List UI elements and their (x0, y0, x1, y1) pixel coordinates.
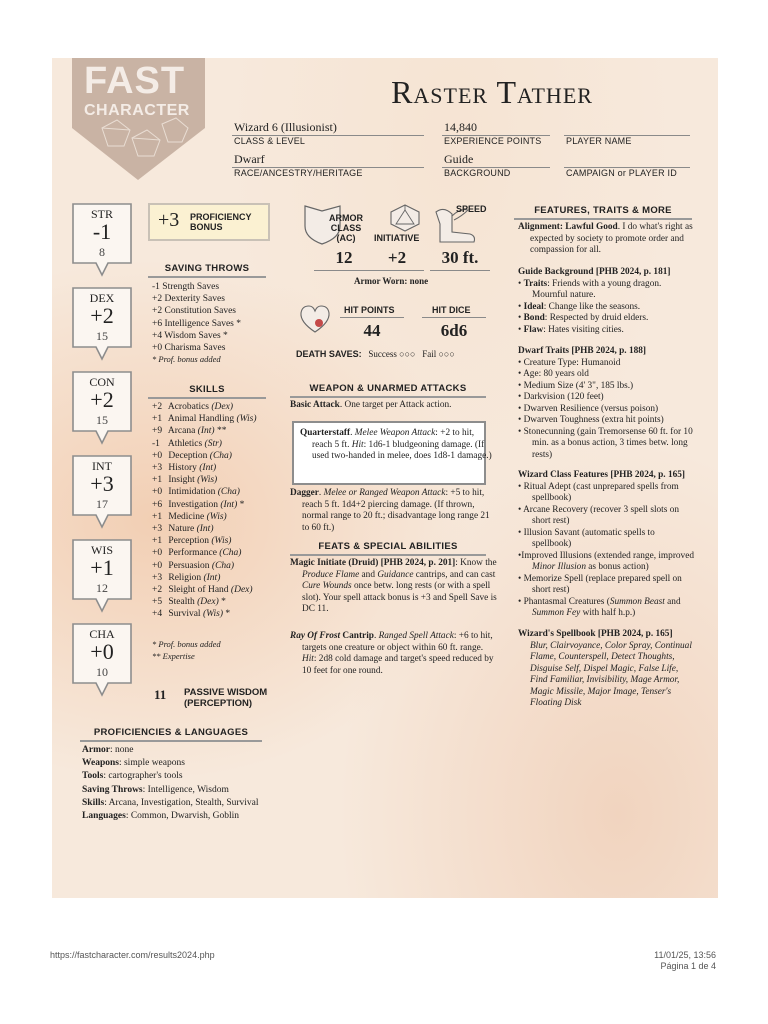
dwarf-trait-text: Dwarven Resilience (versus poison) (523, 403, 659, 414)
skill-ability: (Cha) (209, 450, 232, 461)
dwarf-trait-text: Creature Type: Humanoid (523, 357, 621, 368)
guide-item: • Bond: Respected by druid elders. (518, 313, 649, 323)
passive-wisdom-value: 11 (154, 687, 167, 702)
saving-throws-heading: SAVING THROWS (164, 263, 250, 274)
skill-name: Arcana (167, 426, 196, 437)
dwarf-trait-text: Age: 80 years old (523, 369, 589, 379)
dwarf-trait-item: • Stonecunning (gain Tremorsense 60 ft. for 10 min. as a bonus action, 3 times betw. long rests) (518, 426, 693, 460)
skill-ability: (Int) (196, 524, 214, 535)
proficiency-value: : none (109, 745, 134, 755)
guide-item-value: : Change like the seasons. (543, 301, 641, 312)
proficiency-bonus-box (148, 203, 270, 241)
alignment (518, 222, 706, 257)
magic-initiate-spell-3: Cure Wounds (302, 581, 352, 591)
skill-ability: (Cha) (217, 487, 240, 498)
weapons-heading: WEAPON & UNARMED ATTACKS (309, 383, 467, 394)
skill-name: Performance (168, 548, 217, 559)
character-name: Raster Tather (391, 74, 593, 110)
death-saves-fail-circles[interactable]: ○○○ (438, 349, 455, 359)
improved-illusions: •Improved Illusions (extended range, improved Minor Illusion as bonus action) (518, 550, 694, 572)
skill-modifier: +3 (152, 463, 163, 474)
proficiency-row (82, 757, 259, 770)
hit-points-value: 44 (363, 321, 381, 340)
dagger-title: Dagger (290, 488, 319, 498)
skills-note-prof: * Prof. bonus added (152, 639, 221, 649)
saving-throw-item: +0 Charisma Saves (152, 343, 226, 354)
proficiency-bonus-label-2: BONUS (190, 222, 223, 232)
ability-box-str (72, 203, 132, 265)
skill-ability: (Str) (204, 438, 222, 449)
guide-item-key: Flaw (523, 324, 544, 335)
basic-attack-title: Basic Attack (290, 400, 340, 410)
skill-modifier: +5 (152, 597, 163, 608)
skill-item (152, 560, 257, 572)
phantasmal-text-2: and (664, 596, 681, 607)
class-level-value: Wizard 6 (Illusionist) (234, 120, 337, 134)
magic-initiate-text-2: and (359, 569, 378, 580)
phantasmal-text-3: with half h.p.) (580, 608, 636, 618)
memorize-spell: • Memorize Spell (replace prepared spell on short rest) (518, 573, 682, 595)
skills-heading: SKILLS (189, 384, 225, 395)
proficiency-key: Tools (82, 771, 104, 782)
skill-name: Religion (168, 572, 202, 583)
skill-item (152, 523, 257, 535)
magic-initiate-feat (290, 558, 498, 616)
saving-throw-item: +6 Intelligence Saves * (152, 318, 241, 329)
skill-modifier: +3 (152, 572, 163, 583)
hit-dice-label: HIT DICE (432, 305, 471, 315)
skill-modifier: +9 (152, 426, 163, 437)
skill-mark: * (223, 609, 231, 620)
ray-of-frost-cantrip: Ray Of Frost Cantrip. Ranged Spell Attack: +6 to hit, targets one creature or object within 60 ft. range. Hit: 2d8 cold damage and target's speed reduced by 10 feet for one round. (290, 631, 494, 676)
skill-name: Perception (168, 536, 210, 547)
background-value: Guide (444, 152, 474, 166)
proficiency-value: : Intelligence, Wisdom (142, 784, 229, 795)
saving-throw-item: -1 Strength Saves (152, 282, 220, 292)
hit-points-label: HIT POINTS (344, 305, 395, 315)
ability-score: 8 (99, 245, 105, 259)
ability-label: WIS (91, 543, 113, 557)
basic-attack-text: . One target per Attack action. (339, 400, 452, 410)
armor-class-value: 12 (335, 248, 353, 267)
guide-item-value: : Hates visiting cities. (543, 324, 624, 335)
logo-text-character: CHARACTER (84, 102, 190, 119)
armor-worn-text: Armor Worn: none (354, 276, 429, 286)
skill-ability: (Dex) (211, 402, 234, 412)
dagger-attack: Dagger. Melee or Ranged Weapon Attack: +5 to hit, reach 5 ft. 1d4+2 piercing damage. (If thrown, normal range to 20 ft.; disadvantage long range 21 to 60 ft.) (290, 488, 490, 533)
speed-value: 30 ft. (441, 248, 479, 267)
proficiencies-heading: PROFICIENCIES & LANGUAGES (93, 727, 249, 738)
proficiency-row (82, 744, 259, 757)
guide-item-key: Traits (523, 278, 548, 289)
saving-throw-item: +4 Wisdom Saves * (152, 330, 228, 341)
skill-mark: ** (214, 426, 227, 437)
saving-throw-item: +2 Dexterity Saves (152, 294, 225, 305)
skill-ability: (Wis) (211, 536, 232, 547)
ability-score: 10 (96, 665, 108, 679)
magic-initiate-title: Magic Initiate (Druid) [PHB 2024, p. 201] (290, 558, 456, 568)
magic-initiate-text-1: : Know the (455, 558, 497, 568)
skill-name: Sleight of Hand (168, 585, 229, 596)
dwarf-traits-list (518, 358, 694, 462)
skill-name: Deception (168, 450, 208, 461)
passive-wisdom-label: PASSIVE WISDOM (184, 687, 268, 698)
ability-label: DEX (89, 291, 115, 305)
skill-modifier: +3 (152, 524, 163, 535)
skill-modifier: +6 (152, 499, 163, 510)
saving-throws-list (152, 281, 241, 354)
skill-name: Medicine (168, 511, 205, 522)
wizard-features (518, 470, 694, 620)
quarterstaff-hit-label: Hit (351, 439, 364, 450)
race-value: Dwarf (234, 152, 265, 166)
skill-name: Survival (168, 609, 201, 620)
guide-item: • Traits: Friends with a young dragon. Mournful nature. (518, 278, 662, 300)
skill-name: Stealth (168, 597, 195, 608)
ray-of-frost-text-2: : 2d8 cold damage and target's speed reduced by 10 feet for one round. (302, 654, 494, 676)
magic-initiate-text-3: cantrips, and can cast (413, 569, 496, 580)
logo (72, 58, 205, 180)
proficiency-value: : cartographer's tools (103, 771, 183, 782)
dwarf-trait-text: Stonecunning (gain Tremorsense 60 ft. for 10 min. as a bonus action, 3 times betw. long rests) (523, 426, 693, 460)
improved-illusions-text-2: as bonus action) (585, 562, 649, 572)
skill-name: History (168, 463, 197, 474)
ray-of-frost-text-1: : +6 to hit, targets one creature or object within 60 ft. range. (302, 631, 493, 653)
death-saves-fail-label: Fail (422, 349, 437, 359)
spellbook-spells: Blur, Clairvoyance, Color Spray, Continual Flame, Counterspell, Detect Thoughts, Disguise Self, Dispel Magic, False Life, Find Familiar, Invisibility, Mage Armor, Magic Missile, Major Image, Tenser's Floating Disk (530, 640, 692, 708)
skill-modifier: -1 (152, 438, 160, 449)
proficiency-row (82, 810, 259, 823)
guide-item: • Ideal: Change like the seasons. (518, 301, 641, 312)
armor-class-label-1: ARMOR (329, 213, 363, 223)
race-label: RACE/ANCESTRY/HERITAGE (234, 168, 363, 178)
skill-ability: (Wis) (202, 609, 224, 620)
ability-modifier: +2 (90, 387, 114, 412)
phantasmal-creatures: • Phantasmal Creatures (Summon Beast and Summon Fey with half h.p.) (518, 596, 681, 618)
proficiencies-list (82, 744, 259, 823)
hit-dice-value: 6d6 (440, 321, 468, 340)
ability-modifier: +1 (90, 555, 114, 580)
proficiency-bonus-label: PROFICIENCY (190, 212, 252, 222)
saving-throw-item: +2 Constitution Saves (152, 306, 237, 317)
skill-name: Intimidation (168, 487, 216, 498)
wizard-feature-item: • Arcane Recovery (recover 3 spell slots on short rest) (518, 504, 680, 526)
skill-name: Nature (168, 524, 195, 535)
dwarf-trait-text: Dwarven Toughness (extra hit points) (523, 415, 664, 425)
skill-modifier: +0 (152, 450, 163, 461)
background-label: BACKGROUND (444, 168, 511, 178)
dagger-details: : +5 to hit, reach 5 ft. 1d4+2 piercing damage. (If thrown, normal range to 20 ft.; disadvantage long range 21 to 60 ft.) (302, 488, 490, 533)
heart-icon (298, 304, 332, 334)
ability-box-int (72, 455, 132, 517)
proficiency-row (82, 797, 259, 810)
phantasmal-spell-2: Summon Fey (532, 608, 581, 618)
wizard-feature-text: Illusion Savant (automatic spells to spellbook) (523, 527, 655, 549)
dwarf-trait-text: Medium Size (4' 3", 185 lbs.) (523, 380, 634, 391)
ray-of-frost-cantrip-label: Cantrip (340, 631, 374, 641)
footer-datetime: 11/01/25, 13:56 (654, 950, 716, 960)
basic-attack (290, 400, 486, 412)
skill-item (152, 486, 257, 498)
alignment-text: . I do what's right as expected by society to promote order and compassion for all. (530, 222, 693, 255)
skill-ability: (Wis) (197, 475, 218, 486)
ability-label: STR (90, 207, 113, 221)
xp-value: 14,840 (444, 120, 477, 134)
ability-score: 12 (96, 581, 108, 595)
skill-modifier: +0 (152, 487, 163, 498)
skill-modifier: +1 (152, 536, 163, 547)
d20-dice-icon (388, 204, 422, 232)
ray-of-frost-hit-label: Hit (302, 654, 314, 664)
death-saves-label: DEATH SAVES: (296, 349, 362, 359)
skill-item (152, 547, 257, 559)
skill-mark: * (237, 499, 245, 510)
skill-modifier: +0 (152, 548, 163, 559)
skill-modifier: +2 (152, 402, 163, 412)
skill-item (152, 511, 257, 523)
skill-modifier: +4 (152, 609, 163, 620)
skill-name: Acrobatics (167, 402, 210, 412)
saving-throws-note: * Prof. bonus added (152, 354, 221, 364)
phantasmal-text-1: Phantasmal Creatures ( (523, 596, 610, 607)
skill-ability: (Int) (199, 463, 217, 474)
wizard-feature-item: • Illusion Savant (automatic spells to spellbook) (518, 527, 655, 549)
proficiency-value: : Common, Dwarvish, Goblin (125, 811, 240, 822)
skill-ability: (Int) (203, 572, 221, 583)
death-saves (296, 349, 455, 359)
ability-box-dex (72, 287, 132, 349)
skill-ability: (Wis) (236, 414, 257, 425)
ability-score: 15 (96, 413, 108, 427)
guide-background (518, 267, 694, 336)
wizard-feature-text: Ritual Adept (cast unprepared spells from spellbook) (523, 481, 679, 503)
ability-box-cha (72, 623, 132, 685)
skill-item (152, 608, 257, 620)
ability-score: 15 (96, 329, 108, 343)
phantasmal-spell-1: Summon Beast (609, 596, 665, 607)
guide-item: • Flaw: Hates visiting cities. (518, 324, 624, 335)
guide-background-list (518, 279, 694, 337)
skill-item (152, 535, 257, 547)
skill-ability: (Cha) (219, 548, 242, 559)
quarterstaff-attack: Quarterstaff. Melee Weapon Attack: +2 to hit, reach 5 ft. Hit: 1d6-1 bludgeoning damage. (If used two-handed in melee, does 1d8-1 damage.) (300, 428, 492, 461)
quarterstaff-to-hit: : +2 to hit, reach 5 ft. (312, 428, 475, 450)
dwarf-trait-item: • Creature Type: Humanoid (518, 357, 621, 368)
armor-class-label-2: CLASS (330, 223, 362, 233)
speed-label: SPEED (456, 204, 487, 214)
wizard-feature-item: • Ritual Adept (cast unprepared spells from spellbook) (518, 481, 679, 503)
quarterstaff-title: Quarterstaff (300, 428, 351, 438)
skill-name: Persuasion (168, 560, 210, 571)
wizard-spellbook (518, 629, 694, 710)
quarterstaff-type: Melee Weapon Attack (354, 428, 436, 438)
ability-modifier: +0 (90, 639, 114, 664)
death-saves-success-label: Success (368, 349, 397, 359)
proficiency-key: Languages (82, 811, 126, 822)
guide-item-key: Bond (523, 313, 545, 323)
memorize-spell-text: Memorize Spell (replace prepared spell on short rest) (523, 573, 682, 595)
quarterstaff-box (292, 421, 492, 485)
initiative-label: INITIATIVE (374, 233, 420, 243)
ability-label: INT (92, 459, 112, 473)
proficiency-key: Skills (82, 797, 105, 808)
skill-item (152, 596, 257, 608)
magic-initiate-spell-2: Guidance (377, 569, 414, 580)
skill-item (152, 425, 257, 437)
skill-name: Insight (168, 475, 195, 486)
skill-modifier: +2 (152, 585, 163, 596)
proficiency-key: Weapons (82, 758, 119, 769)
proficiency-value: : Arcana, Investigation, Stealth, Survival (104, 797, 259, 808)
guide-item-value: : Friends with a young dragon. Mournful nature. (532, 278, 662, 300)
skills-note-expertise: ** Expertise (152, 651, 195, 661)
dwarf-traits (518, 346, 694, 461)
initiative-value: +2 (387, 248, 407, 267)
skill-item (152, 474, 257, 486)
skill-item (152, 572, 257, 584)
footer-url[interactable]: https://fastcharacter.com/results2024.php (50, 950, 215, 960)
skill-name: Animal Handling (167, 414, 235, 425)
wizard-feature-text: Arcane Recovery (recover 3 spell slots on short rest) (523, 504, 680, 526)
skill-modifier: +1 (152, 511, 163, 522)
quarterstaff-damage: : 1d6-1 bludgeoning damage. (If used two-handed in melee, does 1d8-1 damage.) (312, 439, 492, 461)
skill-ability: (Int) (220, 499, 238, 510)
wizard-features-list (518, 482, 694, 551)
skill-ability: (Cha) (211, 560, 235, 571)
skill-name: Athletics (167, 438, 203, 449)
ability-box-wis (72, 539, 132, 601)
dwarf-trait-text: Darkvision (120 feet) (523, 392, 604, 402)
ability-modifier: +2 (90, 303, 114, 328)
skill-ability: (Dex) (230, 585, 253, 596)
xp-label: EXPERIENCE POINTS (444, 136, 542, 146)
guide-background-title: Guide Background [PHB 2024, p. 181] (518, 267, 671, 277)
skill-item (152, 438, 257, 450)
proficiency-key: Armor (82, 745, 110, 755)
proficiency-key: Saving Throws (82, 784, 143, 795)
dwarf-trait-item: • Medium Size (4' 3", 185 lbs.) (518, 380, 634, 391)
character-sheet (52, 58, 718, 898)
guide-item-value: : Respected by druid elders. (544, 313, 649, 323)
skill-item (152, 401, 257, 413)
proficiency-row (82, 770, 259, 783)
dwarf-trait-item: • Dwarven Toughness (extra hit points) (518, 415, 664, 425)
ability-modifier: -1 (92, 219, 112, 244)
dagger-type: Melee or Ranged Weapon Attack (323, 488, 446, 498)
features-heading: FEATURES, TRAITS & MORE (534, 205, 672, 216)
wizard-features-title: Wizard Class Features [PHB 2024, p. 165] (518, 470, 685, 480)
dwarf-trait-item: • Darkvision (120 feet) (518, 392, 604, 402)
skill-modifier: +1 (152, 475, 163, 486)
armor-class-label (328, 213, 364, 243)
ray-of-frost-title: Ray Of Frost (290, 631, 341, 641)
armor-worn (354, 276, 464, 286)
magic-initiate-spell-1: Produce Flame (302, 569, 360, 580)
death-saves-success-circles[interactable]: ○○○ (399, 349, 416, 359)
skills-list (152, 401, 257, 621)
ability-modifier: +3 (90, 471, 114, 496)
campaign-label: CAMPAIGN or PLAYER ID (566, 168, 677, 178)
feats-heading: FEATS & SPECIAL ABILITIES (318, 541, 458, 552)
improved-illusions-spell: Minor Illusion (532, 562, 586, 572)
skill-ability: (Int) (197, 426, 215, 437)
skill-modifier: +0 (152, 560, 163, 571)
skill-item (152, 499, 257, 511)
skill-item (152, 413, 257, 425)
skill-item (152, 450, 257, 462)
skill-item (152, 462, 257, 474)
guide-item-key: Ideal (523, 301, 544, 312)
skill-ability: (Dex) (197, 597, 219, 608)
improved-illusions-text-1: Improved Illusions (extended range, improved (521, 550, 694, 561)
ability-label: CON (89, 375, 115, 389)
footer-page: Página 1 de 4 (660, 961, 716, 971)
skill-name: Investigation (168, 499, 218, 510)
ability-box-con (72, 371, 132, 433)
spellbook-title: Wizard's Spellbook [PHB 2024, p. 165] (518, 629, 673, 639)
skill-mark: * (218, 597, 226, 608)
ray-of-frost-type: Ranged Spell Attack (378, 631, 454, 641)
proficiency-row (82, 784, 259, 797)
dwarf-trait-item: • Dwarven Resilience (versus poison) (518, 403, 659, 414)
dwarf-traits-title: Dwarf Traits [PHB 2024, p. 188] (518, 346, 646, 356)
dwarf-trait-item: • Age: 80 years old (518, 369, 589, 379)
alignment-title: Alignment: Lawful Good (518, 222, 618, 232)
passive-wisdom-label-2: (PERCEPTION) (184, 698, 253, 709)
ability-label: CHA (89, 627, 115, 641)
player-name-label: PLAYER NAME (566, 136, 632, 146)
proficiency-bonus-value: +3 (158, 209, 180, 231)
logo-text-fast: FAST (84, 60, 186, 102)
skill-ability: (Wis) (206, 511, 227, 522)
proficiency-value: : simple weapons (118, 758, 185, 769)
skill-item (152, 584, 257, 596)
class-level-label: CLASS & LEVEL (234, 136, 306, 146)
ability-score: 17 (96, 497, 108, 511)
magic-initiate-text-4: once betw. long rests (or with a spell slot). Your spell attack bonus is +3 and Spell Save is DC 11. (302, 581, 497, 614)
skill-modifier: +1 (152, 414, 163, 425)
armor-class-label-3: (AC) (336, 233, 356, 243)
